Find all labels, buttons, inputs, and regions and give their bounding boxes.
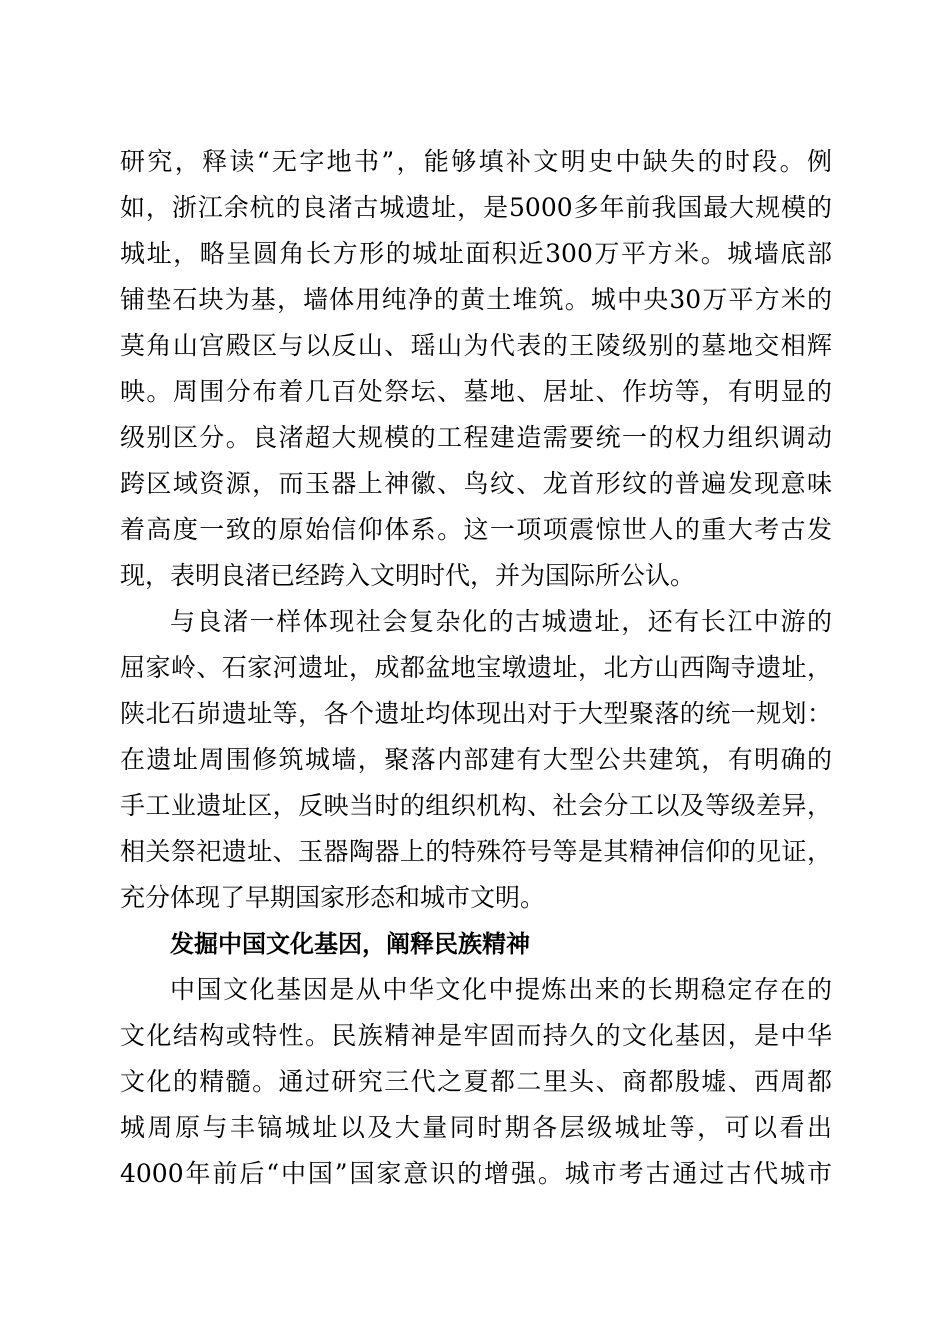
text-line: 如，浙江余杭的良渚古城遗址，是5000多年前我国最大规模的 (120, 193, 832, 222)
text-line: 莫角山宫殿区与以反山、瑶山为代表的王陵级别的墓地交相辉 (120, 331, 832, 360)
text-line: 现，表明良渚已经跨入文明时代，并为国际所公认。 (120, 561, 696, 590)
text-line: 与良渚一样体现社会复杂化的古城遗址，还有长江中游的 (170, 607, 832, 636)
paragraph-2 (120, 599, 832, 921)
text-line: 文化结构或特性。民族精神是牢固而持久的文化基因，是中华 (120, 1021, 832, 1050)
paragraph-1 (120, 139, 832, 599)
text-line: 陕北石峁遗址等，各个遗址均体现出对于大型聚落的统一规划： (120, 699, 832, 728)
text-line: 文化的精髓。通过研究三代之夏都二里头、商都殷墟、西周都 (120, 1067, 832, 1096)
text-line: 着高度一致的原始信仰体系。这一项项震惊世人的重大考古发 (120, 515, 832, 544)
text-line: 城址，略呈圆角长方形的城址面积近300万平方米。城墙底部 (120, 239, 832, 268)
text-line: 研究，释读“无字地书”，能够填补文明史中缺失的时段。例 (120, 147, 832, 176)
text-line: 手工业遗址区，反映当时的组织机构、社会分工以及等级差异， (120, 791, 832, 820)
section-heading: 发掘中国文化基因，阐释民族精神 (170, 930, 530, 958)
text-line: 中国文化基因是从中华文化中提炼出来的长期稳定存在的 (170, 975, 832, 1004)
text-line: 相关祭祀遗址、玉器陶器上的特殊符号等是其精神信仰的见证， (120, 837, 832, 866)
text-line: 充分体现了早期国家形态和城市文明。 (120, 883, 546, 912)
text-line: 城周原与丰镐城址以及大量同时期各层级城址等，可以看出 (120, 1113, 832, 1142)
text-line: 铺垫石块为基，墙体用纯净的黄土堆筑。城中央30万平方米的 (120, 285, 832, 314)
text-line: 跨区域资源，而玉器上神徽、鸟纹、龙首形纹的普遍发现意味 (120, 469, 832, 498)
document-body (120, 139, 832, 1197)
text-line: 4000年前后“中国”国家意识的增强。城市考古通过古代城市 (120, 1159, 832, 1188)
text-line: 在遗址周围修筑城墙，聚落内部建有大型公共建筑，有明确的 (120, 745, 832, 774)
text-line: 屈家岭、石家河遗址，成都盆地宝墩遗址，北方山西陶寺遗址， (120, 653, 832, 682)
paragraph-3 (120, 967, 832, 1197)
text-line: 级别区分。良渚超大规模的工程建造需要统一的权力组织调动 (120, 423, 832, 452)
text-line: 映。周围分布着几百处祭坛、墓地、居址、作坊等，有明显的 (120, 377, 832, 406)
